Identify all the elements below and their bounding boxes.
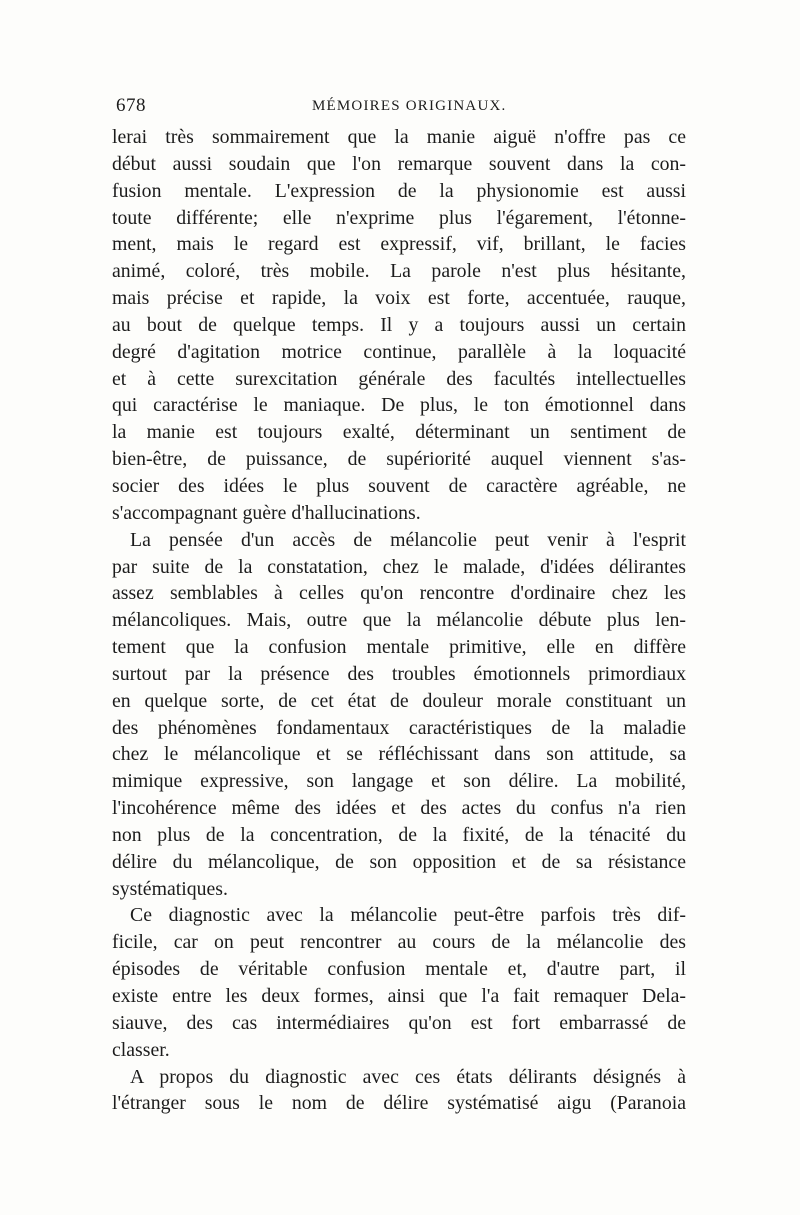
text-line: ment, mais le regard est expressif, vif, brillant, le facies — [112, 233, 686, 256]
text-line: lerai très sommairement que la manie aiguë n'offre pas ce — [112, 126, 686, 148]
text-line: en quelque sorte, de cet état de douleur morale constituant un — [112, 689, 686, 712]
text-line: animé, coloré, très mobile. La parole n'est plus hésitante, — [112, 260, 686, 283]
text-line: s'accompagnant guère d'hallucinations. — [112, 501, 421, 524]
text-line: Ce diagnostic avec la mélancolie peut-être parfois très dif- — [130, 904, 686, 927]
text-line: début aussi soudain que l'on remarque souvent dans la con- — [112, 152, 686, 175]
text-line: bien-être, de puissance, de supériorité auquel viennent s'as- — [112, 448, 686, 471]
running-head: MÉMOIRES ORIGINAUX. — [312, 98, 507, 114]
text-line: fusion mentale. L'expression de la physionomie est aussi — [112, 179, 686, 202]
text-line: degré d'agitation motrice continue, parallèle à la loquacité — [112, 340, 686, 363]
text-line: toute différente; elle n'exprime plus l'égarement, l'étonne- — [112, 206, 686, 229]
text-line: existe entre les deux formes, ainsi que l'a fait remaquer Dela- — [112, 985, 686, 1007]
text-line: chez le mélancolique et se réfléchissant dans son attitude, sa — [112, 743, 686, 766]
text-line: des phénomènes fondamentaux caractéristiques de la maladie — [112, 716, 686, 739]
text-line: au bout de quelque temps. Il y a toujours aussi un certain — [112, 313, 686, 336]
text-line: mimique expressive, son langage et son délire. La mobilité, — [112, 770, 686, 793]
page-number: 678 — [116, 95, 146, 116]
text-line: surtout par la présence des troubles émotionnels primordiaux — [112, 662, 686, 685]
text-line: par suite de la constatation, chez le malade, d'idées délirantes — [112, 555, 686, 578]
text-line: La pensée d'un accès de mélancolie peut venir à l'esprit — [130, 528, 686, 551]
text-line: siauve, des cas intermédiaires qu'on est fort embarrassé de — [112, 1011, 686, 1034]
text-line: ficile, car on peut rencontrer au cours de la mélancolie des — [112, 931, 686, 954]
text-line: mélancoliques. Mais, outre que la mélancolie débute plus len- — [112, 609, 686, 632]
text-line: non plus de la concentration, de la fixité, de la ténacité du — [112, 823, 686, 846]
text-line: l'étranger sous le nom de délire systématisé aigu (Paranoia — [112, 1092, 686, 1115]
text-line: classer. — [112, 1038, 170, 1061]
text-line: tement que la confusion mentale primitive, elle en diffère — [112, 636, 686, 659]
page-header — [116, 95, 686, 121]
text-line: socier des idées le plus souvent de caractère agréable, ne — [112, 474, 686, 497]
text-line: assez semblables à celles qu'on rencontre d'ordinaire chez les — [112, 582, 686, 605]
body-text — [112, 124, 686, 1117]
text-line: délire du mélancolique, de son opposition et de sa résistance — [112, 850, 686, 873]
text-line: mais précise et rapide, la voix est forte, accentuée, rauque, — [112, 287, 686, 310]
text-line: A propos du diagnostic avec ces états délirants désignés à — [130, 1065, 686, 1088]
text-line: qui caractérise le maniaque. De plus, le ton émotionnel dans — [112, 394, 686, 417]
text-line: l'incohérence même des idées et des actes du confus n'a rien — [112, 797, 686, 820]
text-line: épisodes de véritable confusion mentale et, d'autre part, il — [112, 958, 686, 981]
text-line: la manie est toujours exalté, déterminant un sentiment de — [112, 421, 686, 444]
text-line: et à cette surexcitation générale des facultés intellectuelles — [112, 367, 686, 390]
text-line: systématiques. — [112, 877, 228, 900]
